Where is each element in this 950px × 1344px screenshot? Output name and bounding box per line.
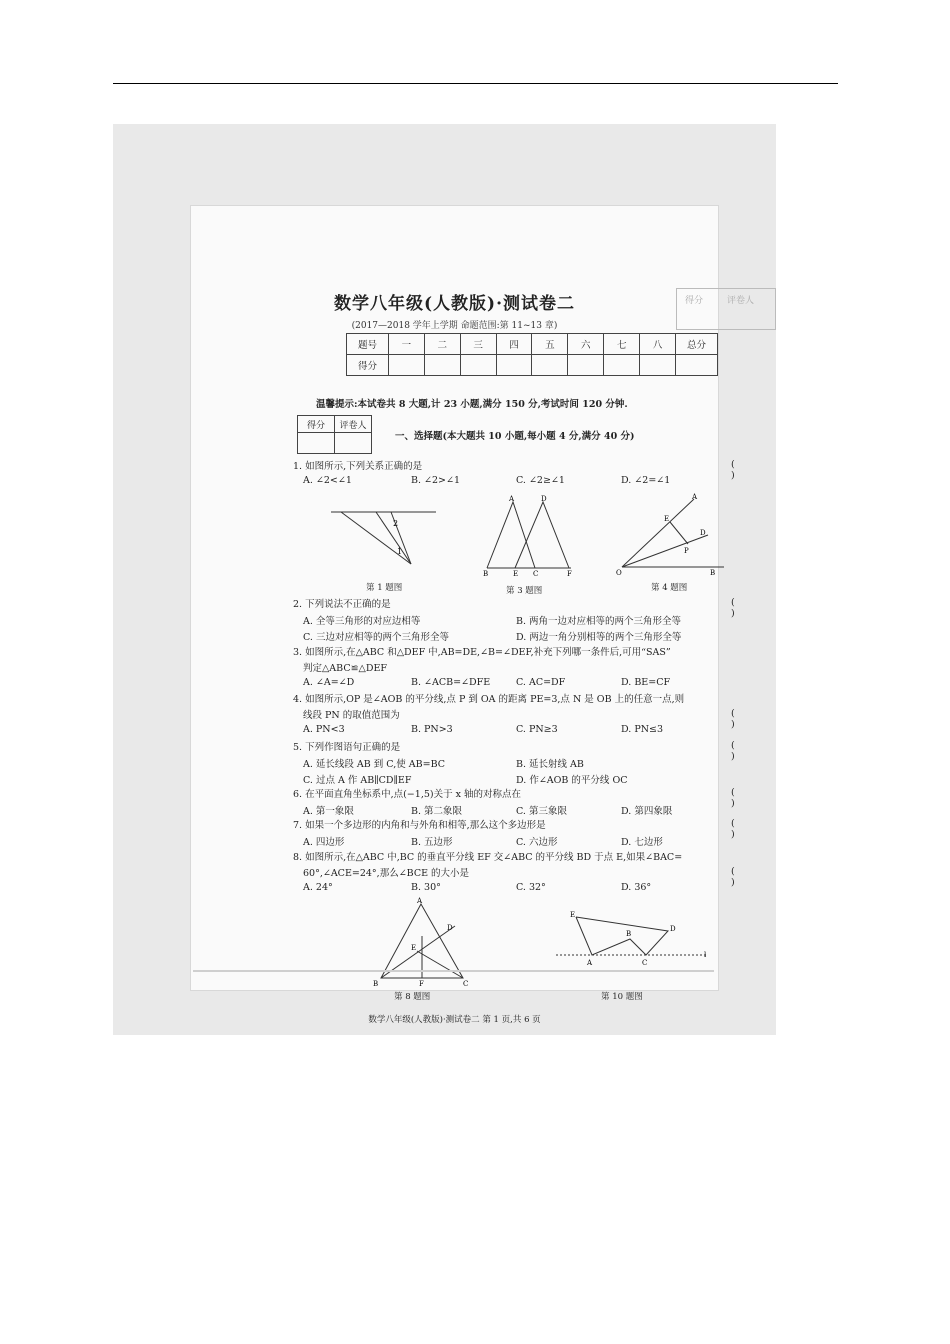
answer-paren[interactable]: ( ) bbox=[731, 597, 735, 619]
svg-text:A: A bbox=[509, 495, 515, 503]
option: C. 三边对应相等的两个三角形全等 bbox=[303, 632, 449, 643]
svg-text:C: C bbox=[642, 959, 648, 967]
question-stem-cont: 线段 PN 的取值范围为 bbox=[303, 710, 400, 721]
option: A. 24° bbox=[303, 882, 333, 893]
figure-q8 bbox=[371, 896, 481, 986]
score-cell[interactable] bbox=[568, 355, 604, 376]
answer-paren[interactable]: ( ) bbox=[731, 459, 735, 481]
grader-box bbox=[297, 415, 372, 454]
svg-text:l: l bbox=[704, 951, 707, 959]
score-header-cell: 六 bbox=[568, 334, 604, 355]
answer-paren[interactable]: ( ) bbox=[731, 787, 735, 809]
svg-text:B: B bbox=[710, 569, 716, 576]
grader-score-label: 得分 bbox=[298, 416, 335, 433]
figure-caption: 第 3 题图 bbox=[506, 586, 543, 596]
option: A. 四边形 bbox=[303, 837, 345, 848]
option: D. BE=CF bbox=[621, 677, 671, 688]
svg-text:B: B bbox=[373, 980, 379, 986]
svg-text:F: F bbox=[419, 980, 424, 986]
ghost-grader-label: 评卷人 bbox=[727, 296, 755, 306]
score-header-cell: 八 bbox=[640, 334, 676, 355]
option: B. 第二象限 bbox=[411, 806, 463, 817]
page-footer: 数学八年级(人教版)·测试卷二 第 1 页,共 6 页 bbox=[368, 1015, 541, 1025]
score-header-cell: 五 bbox=[532, 334, 568, 355]
exam-sheet bbox=[191, 206, 755, 1025]
score-cell[interactable] bbox=[640, 355, 676, 376]
score-cell[interactable] bbox=[388, 355, 424, 376]
scanned-page bbox=[113, 124, 776, 1035]
option: C. AC=DF bbox=[516, 677, 566, 688]
option: A. ∠2<∠1 bbox=[303, 475, 352, 486]
ghost-score-label: 得分 bbox=[685, 296, 704, 306]
figure-q3 bbox=[481, 494, 581, 576]
option: C. 第三象限 bbox=[516, 806, 567, 817]
question-stem: 6. 在平面直角坐标系中,点(−1,5)关于 x 轴的对称点在 bbox=[293, 789, 521, 800]
option: D. PN≤3 bbox=[621, 724, 664, 735]
svg-text:2: 2 bbox=[393, 519, 399, 528]
question-stem-cont: 判定△ABC≌△DEF bbox=[303, 663, 388, 674]
option: D. 作∠AOB 的平分线 OC bbox=[516, 775, 628, 786]
question-stem: 8. 如图所示,在△ABC 中,BC 的垂直平分线 EF 交∠ABC 的平分线 BD 于点 E,如果∠BAC= bbox=[293, 852, 683, 863]
option: D. 七边形 bbox=[621, 837, 663, 848]
svg-text:B: B bbox=[483, 570, 489, 576]
score-header-cell: 七 bbox=[604, 334, 640, 355]
figure-q10 bbox=[556, 911, 716, 971]
score-cell[interactable] bbox=[676, 355, 718, 376]
option: C. 32° bbox=[516, 882, 546, 893]
option: D. 第四象限 bbox=[621, 806, 673, 817]
question-stem: 1. 如图所示,下列关系正确的是 bbox=[293, 461, 423, 472]
option: A. PN<3 bbox=[303, 724, 345, 735]
page-subtitle: (2017—2018 学年上学期 命题范围:第 11~13 章) bbox=[351, 321, 558, 331]
question-stem: 4. 如图所示,OP 是∠AOB 的平分线,点 P 到 OA 的距离 PE=3,点 N 是 OB 上的任意一点,则 bbox=[293, 694, 685, 705]
section-title: 一、选择题(本大题共 10 小题,每小题 4 分,满分 40 分) bbox=[395, 431, 635, 442]
option: B. PN>3 bbox=[411, 724, 453, 735]
option: B. 五边形 bbox=[411, 837, 453, 848]
exam-tip: 温馨提示:本试卷共 8 大题,计 23 小题,满分 150 分,考试时间 120 分钟. bbox=[316, 399, 628, 410]
svg-text:C: C bbox=[463, 980, 469, 986]
score-table-header-row bbox=[347, 334, 718, 355]
score-header-cell: 三 bbox=[460, 334, 496, 355]
score-header-cell: 四 bbox=[496, 334, 532, 355]
svg-text:1: 1 bbox=[397, 547, 403, 556]
score-cell[interactable] bbox=[532, 355, 568, 376]
option: B. 30° bbox=[411, 882, 441, 893]
question-stem: 7. 如果一个多边形的内角和与外角和相等,那么这个多边形是 bbox=[293, 820, 546, 831]
option: B. 两角一边对应相等的两个三角形全等 bbox=[516, 616, 682, 627]
svg-text:B: B bbox=[626, 930, 632, 938]
top-rule bbox=[113, 83, 838, 84]
option: C. PN≥3 bbox=[516, 724, 558, 735]
option: B. 延长射线 AB bbox=[516, 759, 584, 770]
svg-text:F: F bbox=[567, 570, 572, 576]
svg-text:E: E bbox=[664, 515, 670, 523]
option: A. ∠A=∠D bbox=[303, 677, 355, 688]
grader-name-cell[interactable] bbox=[335, 433, 372, 454]
answer-paren[interactable]: ( ) bbox=[731, 708, 735, 730]
answer-paren[interactable]: ( ) bbox=[731, 740, 735, 762]
score-header-cell: 总分 bbox=[676, 334, 718, 355]
svg-text:A: A bbox=[417, 897, 423, 905]
svg-text:D: D bbox=[447, 924, 453, 932]
svg-text:D: D bbox=[541, 495, 547, 503]
score-cell[interactable] bbox=[460, 355, 496, 376]
score-cell[interactable] bbox=[604, 355, 640, 376]
svg-text:A: A bbox=[692, 493, 698, 501]
option: C. ∠2≥∠1 bbox=[516, 475, 565, 486]
option: A. 全等三角形的对应边相等 bbox=[303, 616, 421, 627]
score-cell[interactable] bbox=[496, 355, 532, 376]
svg-text:C: C bbox=[533, 570, 539, 576]
svg-text:E: E bbox=[570, 911, 576, 919]
score-table-score-row bbox=[347, 355, 718, 376]
score-header-cell: 题号 bbox=[347, 334, 389, 355]
svg-text:D: D bbox=[700, 529, 706, 537]
option: A. 延长线段 AB 到 C,使 AB=BC bbox=[303, 759, 445, 770]
score-table bbox=[346, 333, 718, 376]
option: C. 过点 A 作 AB∥CD∥EF bbox=[303, 775, 412, 786]
answer-paren[interactable]: ( ) bbox=[731, 866, 735, 888]
figure-caption: 第 10 题图 bbox=[601, 992, 643, 1002]
figure-q1 bbox=[331, 506, 451, 576]
svg-text:O: O bbox=[616, 569, 622, 576]
option: C. 六边形 bbox=[516, 837, 558, 848]
question-stem-cont: 60°,∠ACE=24°,那么∠BCE 的大小是 bbox=[303, 868, 470, 879]
grader-score-cell[interactable] bbox=[298, 433, 335, 454]
svg-text:P: P bbox=[684, 547, 689, 555]
svg-text:A: A bbox=[587, 959, 593, 967]
grader-name-label: 评卷人 bbox=[335, 416, 372, 433]
answer-paren[interactable]: ( ) bbox=[731, 818, 735, 840]
option: B. ∠ACB=∠DFE bbox=[411, 677, 491, 688]
option: D. ∠2=∠1 bbox=[621, 475, 671, 486]
svg-text:E: E bbox=[513, 570, 519, 576]
option: A. 第一象限 bbox=[303, 806, 354, 817]
question-stem: 5. 下列作图语句正确的是 bbox=[293, 742, 401, 753]
figure-caption: 第 1 题图 bbox=[366, 583, 403, 593]
svg-text:D: D bbox=[670, 925, 676, 933]
option: B. ∠2>∠1 bbox=[411, 475, 460, 486]
figure-caption: 第 4 题图 bbox=[651, 583, 688, 593]
question-stem: 3. 如图所示,在△ABC 和△DEF 中,AB=DE,∠B=∠DEF,补充下列哪一条件后,可用“SAS” bbox=[293, 647, 671, 658]
figure-caption: 第 8 题图 bbox=[394, 992, 431, 1002]
figure-q4 bbox=[616, 491, 731, 576]
score-row-label: 得分 bbox=[347, 355, 389, 376]
option: D. 36° bbox=[621, 882, 652, 893]
option: D. 两边一角分别相等的两个三角形全等 bbox=[516, 632, 682, 643]
score-header-cell: 二 bbox=[424, 334, 460, 355]
score-cell[interactable] bbox=[424, 355, 460, 376]
sheet-edge bbox=[193, 970, 714, 972]
question-stem: 2. 下列说法不正确的是 bbox=[293, 599, 391, 610]
page-title: 数学八年级(人教版)·测试卷二 bbox=[333, 294, 575, 314]
score-header-cell: 一 bbox=[388, 334, 424, 355]
svg-text:E: E bbox=[411, 944, 417, 952]
